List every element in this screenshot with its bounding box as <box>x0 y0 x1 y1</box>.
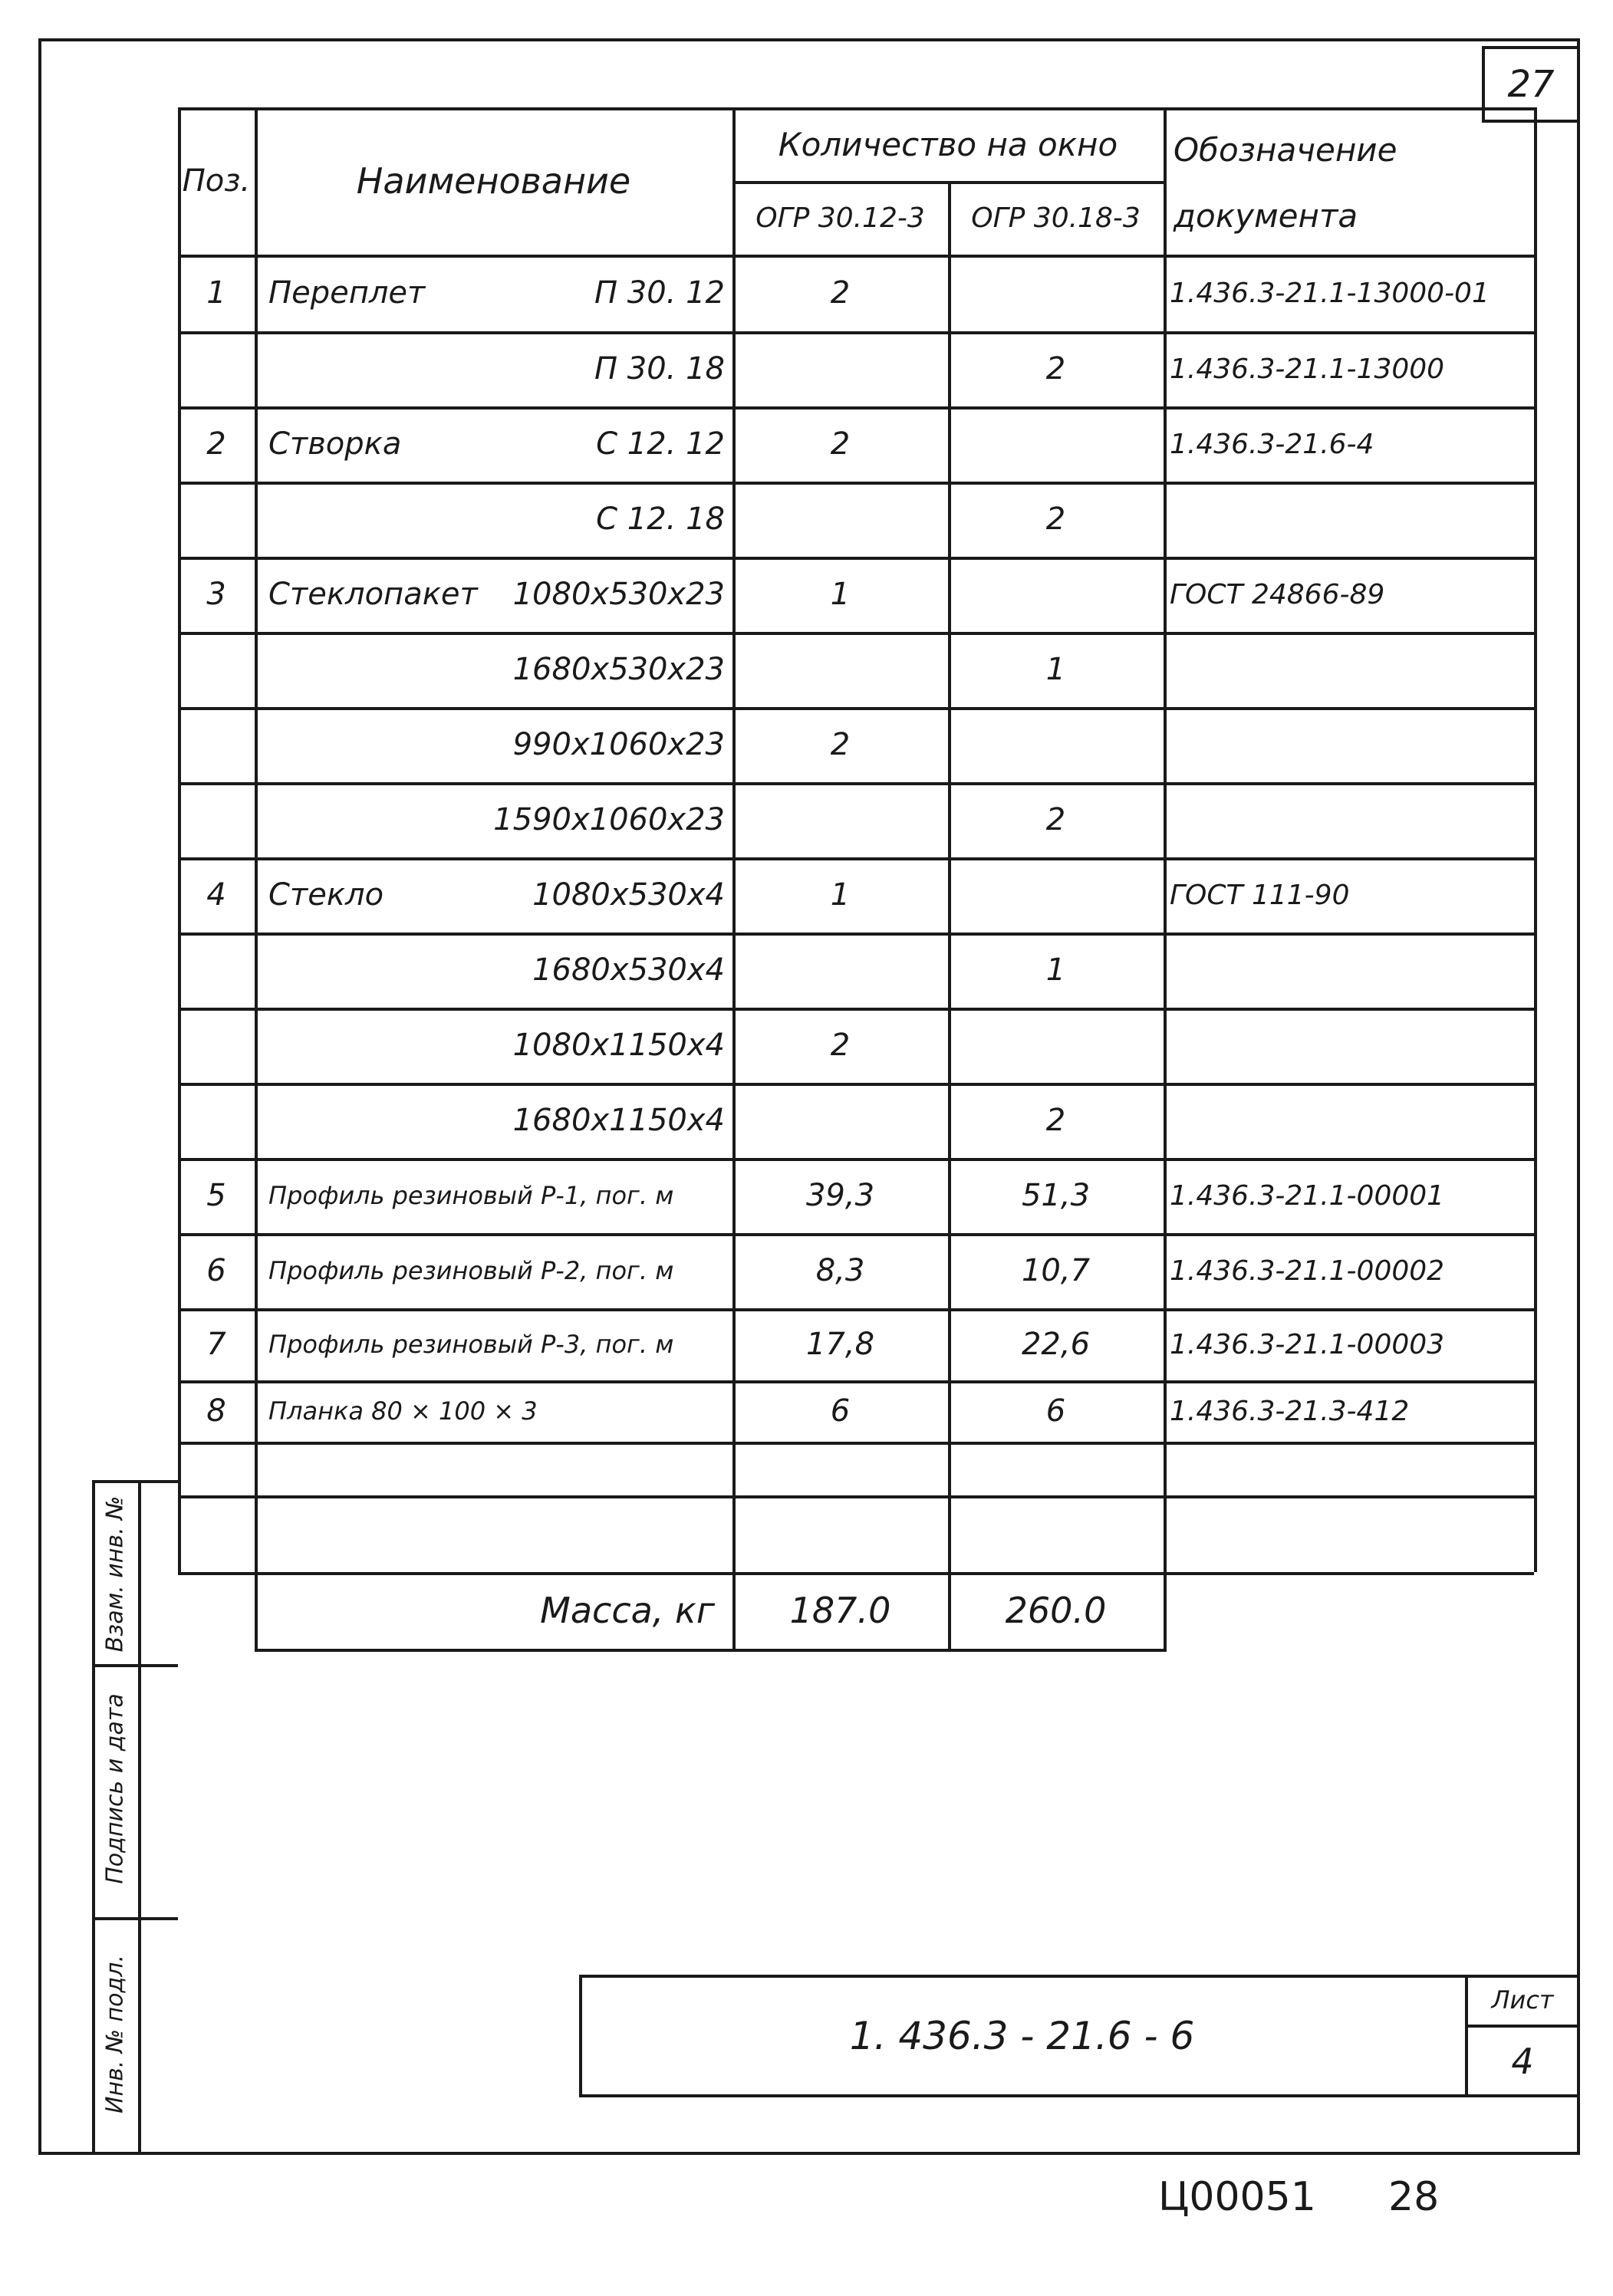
footer-code: Ц00051 <box>1158 2174 1316 2220</box>
row-qty-col2: 6 <box>1045 1393 1066 1429</box>
title-block-sheet-value: 4 <box>1511 2040 1534 2082</box>
pos-name-divider <box>255 107 258 1649</box>
row-qty-col2 <box>948 707 1164 782</box>
header-doc-line1: Обозначение <box>1174 130 1397 169</box>
row-doc <box>1170 632 1530 707</box>
row-doc: ГОСТ 111-90 <box>1170 879 1350 911</box>
row-qty-col2: 2 <box>1045 502 1066 537</box>
row-doc <box>1170 1008 1530 1083</box>
row-qty-col2 <box>948 1008 1164 1083</box>
row-qty-col2: 1 <box>1045 652 1066 687</box>
row-spec: 1680x530x23 <box>512 652 725 687</box>
row-name: Планка 80 × 100 × 3 <box>268 1396 538 1426</box>
row-qty-col1: 39,3 <box>805 1178 875 1213</box>
header-name: Наименование <box>356 160 631 202</box>
row-qty-col2: 2 <box>1045 802 1066 837</box>
row-pos <box>178 933 255 1008</box>
row-pos: 4 <box>206 877 226 913</box>
row-pos: 2 <box>206 426 226 462</box>
row-qty-col1 <box>732 331 948 406</box>
side-stamp-divider <box>92 1664 178 1667</box>
mass-value-col1: 187.0 <box>789 1590 891 1631</box>
row-spec: П 30. 12 <box>594 275 725 311</box>
row-name <box>268 1083 522 1158</box>
row-name: Профиль резиновый Р-3, пог. м <box>268 1330 674 1359</box>
row-name: Стекло <box>268 877 384 913</box>
row-pos <box>178 782 255 857</box>
row-name: Створка <box>268 426 402 462</box>
row-pos <box>178 1008 255 1083</box>
row-qty-col1: 2 <box>830 727 851 762</box>
row-qty-col2 <box>948 406 1164 482</box>
row-pos <box>178 707 255 782</box>
row-spec: 1680x530x4 <box>532 952 725 988</box>
side-stamp-replaced-inv: Взам. инв. № <box>101 1495 129 1653</box>
title-block-designation: 1. 436.3 - 21.6 - 6 <box>849 2014 1195 2058</box>
row-qty-col2 <box>948 857 1164 933</box>
row-spec: 1590x1060x23 <box>493 802 725 837</box>
row-pos: 1 <box>206 275 226 311</box>
row-spec: 1080x1150x4 <box>512 1028 725 1063</box>
row-doc: 1.436.3-21.1-13000 <box>1170 353 1445 385</box>
row-qty-col1: 1 <box>830 877 851 913</box>
header-qty-group: Количество на окно <box>778 125 1118 163</box>
row-qty-col1: 1 <box>830 577 851 612</box>
row-name <box>268 632 522 707</box>
header-qty-col1: ОГР 30.12-3 <box>755 202 925 234</box>
row-qty-col1: 2 <box>830 426 851 462</box>
row-qty-col2 <box>948 557 1164 632</box>
row-line <box>178 1442 1534 1445</box>
table-right-line <box>1534 107 1537 1572</box>
row-doc <box>1170 1083 1530 1158</box>
row-qty-col1 <box>732 632 948 707</box>
row-name <box>268 782 522 857</box>
side-stamp-divider <box>92 1917 178 1920</box>
side-stamp-inv-original: Инв. № подл. <box>101 1955 129 2113</box>
row-qty-col1: 2 <box>830 1028 851 1063</box>
row-name <box>268 707 522 782</box>
row-pos: 7 <box>206 1327 226 1362</box>
row-qty-col2: 2 <box>1045 351 1066 387</box>
row-spec: 1080x530x23 <box>512 577 725 612</box>
row-qty-col1 <box>732 1083 948 1158</box>
row-doc <box>1170 782 1530 857</box>
row-pos <box>178 482 255 557</box>
side-stamp-top-line <box>92 1480 178 1483</box>
row-spec: П 30. 18 <box>594 351 725 387</box>
row-qty-col1 <box>732 482 948 557</box>
mass-label: Масса, кг <box>540 1590 715 1631</box>
row-spec: 1080x530x4 <box>532 877 725 913</box>
row-spec: С 12. 12 <box>596 426 725 462</box>
row-qty-col2: 2 <box>1045 1103 1066 1138</box>
row-pos: 6 <box>206 1253 226 1288</box>
row-name: Переплет <box>268 275 426 311</box>
row-qty-col2: 1 <box>1045 952 1066 988</box>
row-doc <box>1170 933 1530 1008</box>
row-doc <box>1170 482 1530 557</box>
title-block-sheet-label: Лист <box>1491 1985 1554 2015</box>
row-doc: 1.436.3-21.1-00003 <box>1170 1328 1445 1360</box>
empty-row-line <box>178 1495 1534 1498</box>
row-doc <box>1170 707 1530 782</box>
row-name <box>268 331 522 406</box>
mass-value-col2: 260.0 <box>1005 1590 1107 1631</box>
row-name <box>268 933 522 1008</box>
row-doc: 1.436.3-21.1-13000-01 <box>1170 277 1490 309</box>
row-qty-col1: 8,3 <box>815 1253 865 1288</box>
header-qty-col2: ОГР 30.18-3 <box>971 202 1141 234</box>
row-pos: 3 <box>206 577 226 612</box>
row-doc: 1.436.3-21.1-00002 <box>1170 1255 1445 1287</box>
row-doc: 1.436.3-21.1-00001 <box>1170 1179 1445 1212</box>
row-name <box>268 1008 522 1083</box>
row-qty-col2: 51,3 <box>1021 1178 1091 1213</box>
row-doc: ГОСТ 24866-89 <box>1170 578 1385 610</box>
row-name <box>268 482 522 557</box>
header-doc-line2: документа <box>1174 196 1358 235</box>
row-doc: 1.436.3-21.6-4 <box>1170 428 1374 460</box>
row-qty-col2: 22,6 <box>1021 1327 1091 1362</box>
side-stamp-inner-line <box>138 1480 141 2155</box>
row-pos: 5 <box>206 1178 226 1213</box>
row-name: Стеклопакет <box>268 577 478 612</box>
header-pos: Поз. <box>182 163 251 199</box>
row-pos <box>178 632 255 707</box>
row-name: Профиль резиновый Р-1, пог. м <box>268 1181 674 1210</box>
row-qty-col1: 2 <box>830 275 851 311</box>
row-qty-col1: 6 <box>830 1393 851 1429</box>
row-spec: 990x1060x23 <box>512 727 725 762</box>
row-spec: 1680x1150x4 <box>512 1103 725 1138</box>
row-qty-col1 <box>732 782 948 857</box>
row-pos <box>178 1083 255 1158</box>
row-qty-col2: 10,7 <box>1021 1253 1091 1288</box>
sheet-number: 27 <box>1507 63 1555 106</box>
row-pos <box>178 331 255 406</box>
row-qty-col1: 17,8 <box>805 1327 875 1362</box>
footer-page: 28 <box>1388 2174 1440 2220</box>
row-name: Профиль резиновый Р-2, пог. м <box>268 1256 674 1285</box>
row-qty-col2 <box>948 255 1164 331</box>
row-pos: 8 <box>206 1393 226 1429</box>
mass-row-bottom-line <box>255 1649 1167 1652</box>
side-stamp-signature-date: Подпись и дата <box>101 1693 129 1884</box>
row-qty-col1 <box>732 933 948 1008</box>
qty-doc-divider <box>1164 107 1167 1649</box>
side-stamp-left-line <box>92 1480 95 2155</box>
row-spec: С 12. 18 <box>596 502 725 537</box>
row-doc: 1.436.3-21.3-412 <box>1170 1395 1410 1427</box>
